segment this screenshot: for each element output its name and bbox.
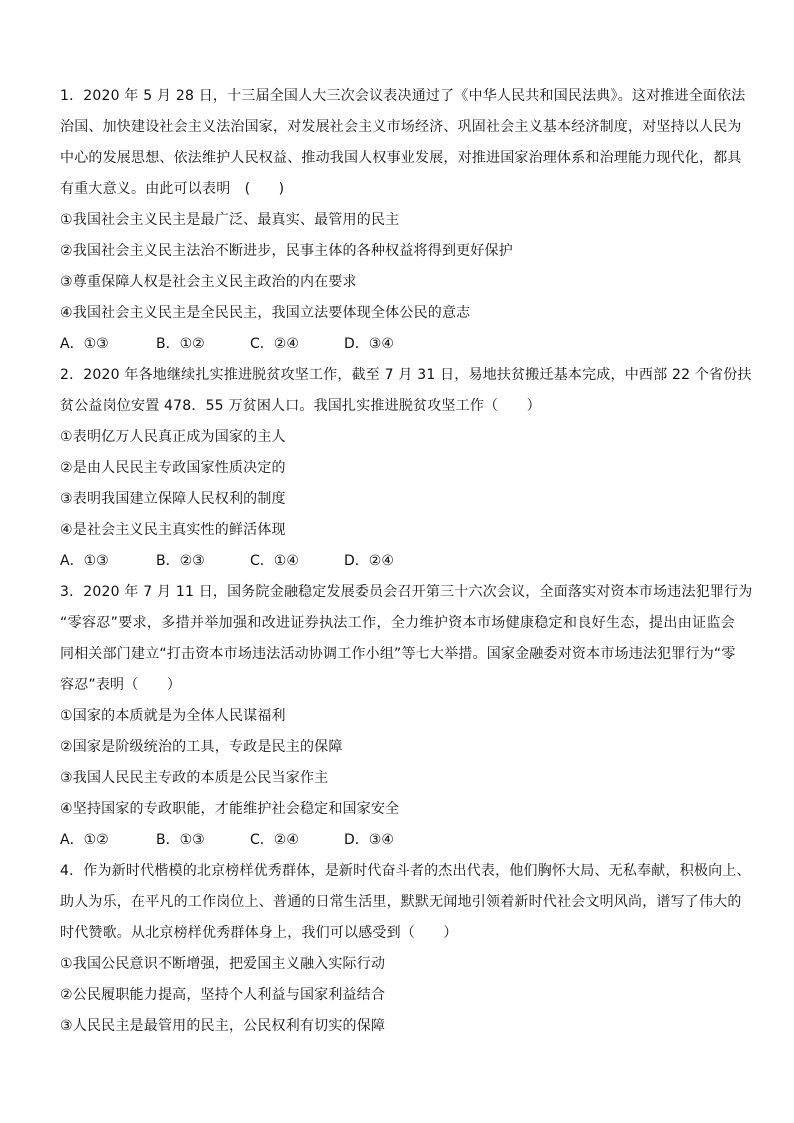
- question-2: [60, 360, 752, 577]
- statement-item: ④是社会主义民主真实性的鲜活体现: [60, 522, 286, 538]
- question-stem: [60, 81, 746, 205]
- option-d: D．③④: [344, 832, 394, 848]
- statement-item: ④坚持国家的专政职能，才能维护社会稳定和国家安全: [60, 801, 400, 817]
- statement-item: ②是由人民民主专政国家性质决定的: [60, 460, 286, 476]
- statement-item: ③人民民主是最管用的民主，公民权利有切实的保障: [60, 1018, 386, 1034]
- stem-line: 3．2020 年 7 月 11 日，国务院金融稳定发展委员会召开第三十六次会议，全面落实对资本市场违法犯罪行为: [60, 584, 753, 600]
- option-d: D．③④: [344, 336, 394, 352]
- option-d: D．②④: [344, 553, 394, 569]
- question-1: [60, 81, 746, 360]
- option-c: C．②④: [250, 336, 299, 352]
- answer-options: [60, 825, 735, 856]
- question-4: [60, 856, 751, 1042]
- statement-item: ①我国公民意识不断增强，把爱国主义融入实际行动: [60, 956, 386, 972]
- stem-line: 4．作为新时代楷模的北京榜样优秀群体，是新时代奋斗者的杰出代表，他们胸怀大局、无私奉献，积极向上、: [60, 863, 751, 879]
- option-a: A．①③: [60, 553, 109, 569]
- stem-line: 容忍”表明（ ）: [60, 677, 182, 693]
- stem-line: 1．2020 年 5 月 28 日，十三届全国人大三次会议表决通过了《中华人民共和国民法典》。这对推进全面依法: [60, 88, 746, 104]
- option-b: B．①②: [156, 336, 205, 352]
- option-b: B．②③: [156, 553, 205, 569]
- stem-line: 助人为乐，在平凡的工作岗位上、普通的日常生活里，默默无闻地引领着新时代社会文明风尚，谱写了伟大的: [60, 894, 742, 910]
- answer-options: [60, 546, 735, 577]
- stem-line: 贫公益岗位安置 478．55 万贫困人口。我国扎实推进脱贫攻坚工作（ ）: [60, 398, 541, 414]
- option-b: B．①③: [156, 832, 205, 848]
- statement-item: ③尊重保障人权是社会主义民主政治的内在要求: [60, 274, 357, 290]
- statement-item: ④我国社会主义民主是全民民主，我国立法要体现全体公民的意志: [60, 305, 471, 321]
- question-stem: [60, 577, 753, 701]
- question-stem: [60, 360, 752, 422]
- statement-item: ①国家的本质就是为全体人民谋福利: [60, 708, 286, 724]
- document-page: [60, 81, 753, 1042]
- statement-item: ①表明亿万人民真正成为国家的主人: [60, 429, 286, 445]
- stem-line: 有重大意义。由此可以表明 ( ): [60, 181, 285, 197]
- statement-item: ①我国社会主义民主是最广泛、最真实、最管用的民主: [60, 212, 400, 228]
- statement-item: ②国家是阶级统治的工具，专政是民主的保障: [60, 739, 343, 755]
- stem-line: 2．2020 年各地继续扎实推进脱贫攻坚工作，截至 7 月 31 日，易地扶贫搬迁基本完成，中西部 22 个省份扶: [60, 367, 752, 383]
- option-a: A．①③: [60, 336, 109, 352]
- statement-item: ③我国人民民主专政的本质是公民当家作主: [60, 770, 329, 786]
- answer-options: [60, 329, 735, 360]
- stem-line: 中心的发展思想、依法维护人民权益、推动我国人权事业发展，对推进国家治理体系和治理能力现代化，都具: [60, 150, 742, 166]
- question-3: [60, 577, 753, 856]
- statement-item: ②我国社会主义民主法治不断进步，民事主体的各种权益将得到更好保护: [60, 243, 513, 259]
- option-a: A．①②: [60, 832, 109, 848]
- stem-line: 同相关部门建立“打击资本市场违法活动协调工作小组”等七大举措。国家金融委对资本市场违法犯罪行为“零: [60, 646, 736, 662]
- option-c: C．②④: [250, 832, 299, 848]
- statement-item: ③表明我国建立保障人民权利的制度: [60, 491, 286, 507]
- stem-line: 治国、加快建设社会主义法治国家，对发展社会主义市场经济、巩固社会主义基本经济制度，对坚持以人民为: [60, 119, 742, 135]
- stem-line: “零容忍”要求，多措并举加强和改进证券执法工作，全力维护资本市场健康稳定和良好生态，提出由证监会: [60, 615, 735, 631]
- question-stem: [60, 856, 751, 949]
- stem-line: 时代赞歌。从北京榜样优秀群体身上，我们可以感受到（ ）: [60, 925, 458, 941]
- statement-item: ②公民履职能力提高，坚持个人利益与国家利益结合: [60, 987, 386, 1003]
- option-c: C．①④: [250, 553, 299, 569]
